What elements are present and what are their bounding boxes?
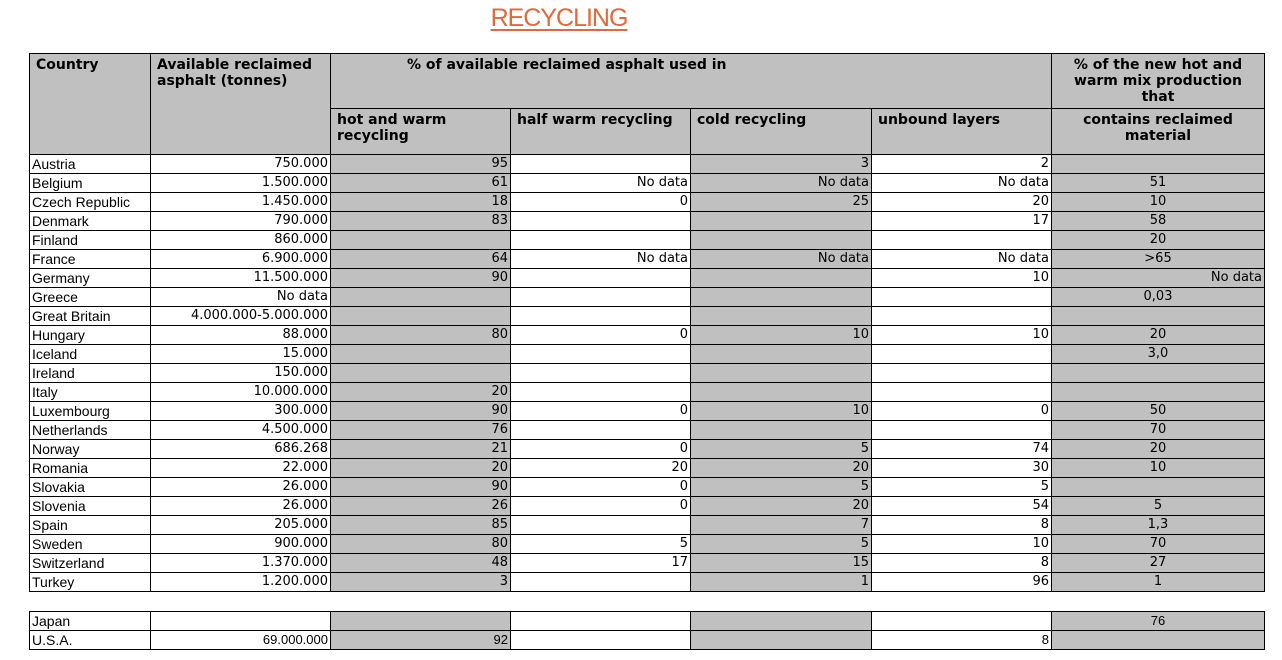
table-cell: 0 bbox=[511, 478, 691, 497]
table-cell: 5 bbox=[872, 478, 1052, 497]
table-cell bbox=[872, 612, 1052, 631]
table-cell: 74 bbox=[872, 440, 1052, 459]
table-header bbox=[29, 53, 1265, 170]
table-cell: 1 bbox=[1052, 573, 1265, 592]
table-cell: 1.200.000 bbox=[151, 573, 331, 592]
table-cell: 3 bbox=[331, 573, 511, 592]
table-cell bbox=[511, 516, 691, 535]
table-cell bbox=[691, 364, 872, 383]
table-cell: 10 bbox=[691, 402, 872, 421]
table-cell: 8 bbox=[872, 554, 1052, 573]
table-cell: 3 bbox=[691, 155, 872, 174]
table-cell: 26.000 bbox=[151, 478, 331, 497]
table-row bbox=[30, 612, 1265, 631]
table-cell: 20 bbox=[1052, 326, 1265, 345]
table-cell: 750.000 bbox=[151, 155, 331, 174]
table-row bbox=[30, 402, 1265, 421]
table-cell: 6.900.000 bbox=[151, 250, 331, 269]
table-cell: 10 bbox=[872, 326, 1052, 345]
table-cell: 5 bbox=[1052, 497, 1265, 516]
table-cell bbox=[331, 307, 511, 326]
table-cell bbox=[511, 631, 691, 650]
table-cell bbox=[511, 573, 691, 592]
table-cell bbox=[511, 269, 691, 288]
table-cell: 90 bbox=[331, 402, 511, 421]
table-cell: Japan bbox=[30, 612, 151, 631]
table-cell: 88.000 bbox=[151, 326, 331, 345]
table-cell: 26 bbox=[331, 497, 511, 516]
table-row bbox=[30, 631, 1265, 650]
table-cell: 90 bbox=[331, 269, 511, 288]
table-cell: 10 bbox=[691, 326, 872, 345]
table-cell bbox=[691, 421, 872, 440]
table-cell: 300.000 bbox=[151, 402, 331, 421]
table-cell: Netherlands bbox=[30, 421, 151, 440]
table-cell: 58 bbox=[1052, 212, 1265, 231]
table-cell: Ireland bbox=[30, 364, 151, 383]
header-half-warm: half warm recycling bbox=[511, 109, 691, 170]
table-cell bbox=[1052, 478, 1265, 497]
table-cell: 61 bbox=[331, 174, 511, 193]
table-cell: No data bbox=[872, 174, 1052, 193]
table-cell bbox=[331, 612, 511, 631]
table-cell bbox=[872, 383, 1052, 402]
table-cell: No data bbox=[691, 250, 872, 269]
table-cell bbox=[691, 612, 872, 631]
header-hot-warm: hot and warm recycling bbox=[331, 109, 511, 170]
header-unbound: unbound layers bbox=[872, 109, 1052, 170]
table-row bbox=[30, 497, 1265, 516]
table-cell: 1 bbox=[691, 573, 872, 592]
table-row bbox=[30, 364, 1265, 383]
table-row bbox=[30, 288, 1265, 307]
table-cell: 5 bbox=[511, 535, 691, 554]
table-row bbox=[30, 440, 1265, 459]
table-cell: 10 bbox=[872, 535, 1052, 554]
table-cell: 205.000 bbox=[151, 516, 331, 535]
table-cell: 0 bbox=[511, 440, 691, 459]
table-cell: 10 bbox=[872, 269, 1052, 288]
table-cell bbox=[511, 231, 691, 250]
table-cell bbox=[1052, 307, 1265, 326]
table-cell: 96 bbox=[872, 573, 1052, 592]
table-cell: U.S.A. bbox=[30, 631, 151, 650]
table-cell bbox=[872, 421, 1052, 440]
table-cell: 20 bbox=[1052, 440, 1265, 459]
table-cell: 20 bbox=[691, 497, 872, 516]
table-cell: 22.000 bbox=[151, 459, 331, 478]
table-cell: 92 bbox=[331, 631, 511, 650]
table-cell: 54 bbox=[872, 497, 1052, 516]
table-cell: 0 bbox=[511, 326, 691, 345]
table-cell: 90 bbox=[331, 478, 511, 497]
table-row bbox=[30, 383, 1265, 402]
table-row bbox=[30, 155, 1265, 174]
table-cell: 4.000.000-5.000.000 bbox=[151, 307, 331, 326]
table-row bbox=[30, 174, 1265, 193]
table-cell: Austria bbox=[30, 155, 151, 174]
table-cell bbox=[691, 307, 872, 326]
table-cell: 686.268 bbox=[151, 440, 331, 459]
table-row bbox=[30, 554, 1265, 573]
table-cell: No data bbox=[872, 250, 1052, 269]
table-cell: 70 bbox=[1052, 421, 1265, 440]
table-cell bbox=[1052, 155, 1265, 174]
table-cell: 0 bbox=[511, 193, 691, 212]
table-cell bbox=[691, 631, 872, 650]
extra-table bbox=[29, 611, 1265, 650]
table-cell: 76 bbox=[1052, 612, 1265, 631]
table-cell: Romania bbox=[30, 459, 151, 478]
table-cell: 80 bbox=[331, 535, 511, 554]
table-cell: Sweden bbox=[30, 535, 151, 554]
table-cell bbox=[511, 383, 691, 402]
table-cell: Finland bbox=[30, 231, 151, 250]
table-cell bbox=[1052, 383, 1265, 402]
table-cell bbox=[872, 345, 1052, 364]
table-cell: 25 bbox=[691, 193, 872, 212]
table-cell: Spain bbox=[30, 516, 151, 535]
table-cell: 1.500.000 bbox=[151, 174, 331, 193]
table-cell bbox=[1052, 631, 1265, 650]
table-cell bbox=[872, 364, 1052, 383]
table-cell: Norway bbox=[30, 440, 151, 459]
table-cell: >65 bbox=[1052, 250, 1265, 269]
table-cell bbox=[691, 269, 872, 288]
table-cell: Slovakia bbox=[30, 478, 151, 497]
table-cell: 10 bbox=[1052, 459, 1265, 478]
table-cell bbox=[691, 345, 872, 364]
table-cell: 20 bbox=[872, 193, 1052, 212]
table-cell bbox=[331, 345, 511, 364]
table-cell: Switzerland bbox=[30, 554, 151, 573]
table-row bbox=[30, 478, 1265, 497]
header-available: Available reclaimed asphalt (tonnes) bbox=[151, 54, 331, 170]
table-cell: 20 bbox=[331, 459, 511, 478]
table-cell: 17 bbox=[872, 212, 1052, 231]
table-cell: 860.000 bbox=[151, 231, 331, 250]
table-cell bbox=[872, 231, 1052, 250]
table-cell bbox=[872, 288, 1052, 307]
table-row bbox=[30, 307, 1265, 326]
table-cell: 85 bbox=[331, 516, 511, 535]
table-cell: Great Britain bbox=[30, 307, 151, 326]
table-cell: No data bbox=[1052, 269, 1265, 288]
table-cell: 10 bbox=[1052, 193, 1265, 212]
table-cell: 15.000 bbox=[151, 345, 331, 364]
table-cell: 1.450.000 bbox=[151, 193, 331, 212]
table-cell bbox=[1052, 364, 1265, 383]
table-cell: 900.000 bbox=[151, 535, 331, 554]
table-cell: 790.000 bbox=[151, 212, 331, 231]
header-pct-used: % of available reclaimed asphalt used in bbox=[331, 54, 1052, 109]
table-cell: 0 bbox=[511, 402, 691, 421]
table-cell: 27 bbox=[1052, 554, 1265, 573]
table-cell bbox=[331, 288, 511, 307]
table-cell: 69.000.000 bbox=[151, 631, 331, 650]
table-cell: 11.500.000 bbox=[151, 269, 331, 288]
table-cell: 0,03 bbox=[1052, 288, 1265, 307]
table-cell: 2 bbox=[872, 155, 1052, 174]
table-cell: No data bbox=[511, 250, 691, 269]
table-cell bbox=[511, 345, 691, 364]
table-cell: 20 bbox=[1052, 231, 1265, 250]
table-cell: 80 bbox=[331, 326, 511, 345]
table-cell: 8 bbox=[872, 631, 1052, 650]
table-cell bbox=[511, 212, 691, 231]
table-cell: Germany bbox=[30, 269, 151, 288]
table-cell: 18 bbox=[331, 193, 511, 212]
table-cell: Slovenia bbox=[30, 497, 151, 516]
table-cell bbox=[691, 212, 872, 231]
table-cell bbox=[511, 155, 691, 174]
table-cell bbox=[511, 421, 691, 440]
table-row bbox=[30, 212, 1265, 231]
table-cell: 5 bbox=[691, 535, 872, 554]
table-cell: Luxembourg bbox=[30, 402, 151, 421]
table-cell: 15 bbox=[691, 554, 872, 573]
header-country: Country bbox=[30, 54, 151, 170]
table-row bbox=[30, 516, 1265, 535]
table-cell: 48 bbox=[331, 554, 511, 573]
table-row bbox=[30, 459, 1265, 478]
table-row bbox=[30, 535, 1265, 554]
table-cell: 21 bbox=[331, 440, 511, 459]
table-cell: 26.000 bbox=[151, 497, 331, 516]
page-title: RECYCLING bbox=[490, 4, 628, 32]
table-cell bbox=[511, 307, 691, 326]
table-cell bbox=[331, 364, 511, 383]
table-row bbox=[30, 421, 1265, 440]
table-cell: 70 bbox=[1052, 535, 1265, 554]
table-cell: Hungary bbox=[30, 326, 151, 345]
table-cell: 10.000.000 bbox=[151, 383, 331, 402]
table-cell: 150.000 bbox=[151, 364, 331, 383]
table-cell: 64 bbox=[331, 250, 511, 269]
table-cell: 30 bbox=[872, 459, 1052, 478]
table-cell: Italy bbox=[30, 383, 151, 402]
table-cell: Czech Republic bbox=[30, 193, 151, 212]
table-cell: Turkey bbox=[30, 573, 151, 592]
table-row bbox=[30, 573, 1265, 592]
table-cell: 76 bbox=[331, 421, 511, 440]
table-row bbox=[30, 345, 1265, 364]
table-row bbox=[30, 193, 1265, 212]
table-row bbox=[30, 269, 1265, 288]
table-cell bbox=[511, 288, 691, 307]
table-cell: No data bbox=[151, 288, 331, 307]
table-cell: 3,0 bbox=[1052, 345, 1265, 364]
table-cell bbox=[691, 231, 872, 250]
table-cell: 95 bbox=[331, 155, 511, 174]
table-cell bbox=[691, 288, 872, 307]
table-cell: 20 bbox=[331, 383, 511, 402]
table-cell: No data bbox=[511, 174, 691, 193]
table-cell bbox=[151, 612, 331, 631]
table-cell: Belgium bbox=[30, 174, 151, 193]
table-cell: 5 bbox=[691, 440, 872, 459]
table-cell: No data bbox=[691, 174, 872, 193]
table-cell: 8 bbox=[872, 516, 1052, 535]
header-new-mix-bottom: contains reclaimed material bbox=[1052, 109, 1265, 170]
table-cell: 7 bbox=[691, 516, 872, 535]
header-new-mix-top: % of the new hot and warm mix production that bbox=[1052, 54, 1265, 109]
table-cell: 0 bbox=[872, 402, 1052, 421]
table-cell: 4.500.000 bbox=[151, 421, 331, 440]
table-cell: 50 bbox=[1052, 402, 1265, 421]
table-row bbox=[30, 250, 1265, 269]
table-cell bbox=[511, 364, 691, 383]
table-cell: 83 bbox=[331, 212, 511, 231]
table-cell: Iceland bbox=[30, 345, 151, 364]
table-cell: 51 bbox=[1052, 174, 1265, 193]
data-table bbox=[29, 154, 1265, 592]
table-cell bbox=[331, 231, 511, 250]
table-cell: Denmark bbox=[30, 212, 151, 231]
table-cell: 1,3 bbox=[1052, 516, 1265, 535]
table-cell: 17 bbox=[511, 554, 691, 573]
table-cell: 20 bbox=[691, 459, 872, 478]
header-cold: cold recycling bbox=[691, 109, 872, 170]
table-cell: 0 bbox=[511, 497, 691, 516]
table-cell: 20 bbox=[511, 459, 691, 478]
table-cell bbox=[511, 612, 691, 631]
table-row bbox=[30, 326, 1265, 345]
table-cell: Greece bbox=[30, 288, 151, 307]
table-cell: 5 bbox=[691, 478, 872, 497]
table-cell bbox=[691, 383, 872, 402]
table-cell bbox=[872, 307, 1052, 326]
table-row bbox=[30, 231, 1265, 250]
table-cell: 1.370.000 bbox=[151, 554, 331, 573]
table-cell: France bbox=[30, 250, 151, 269]
